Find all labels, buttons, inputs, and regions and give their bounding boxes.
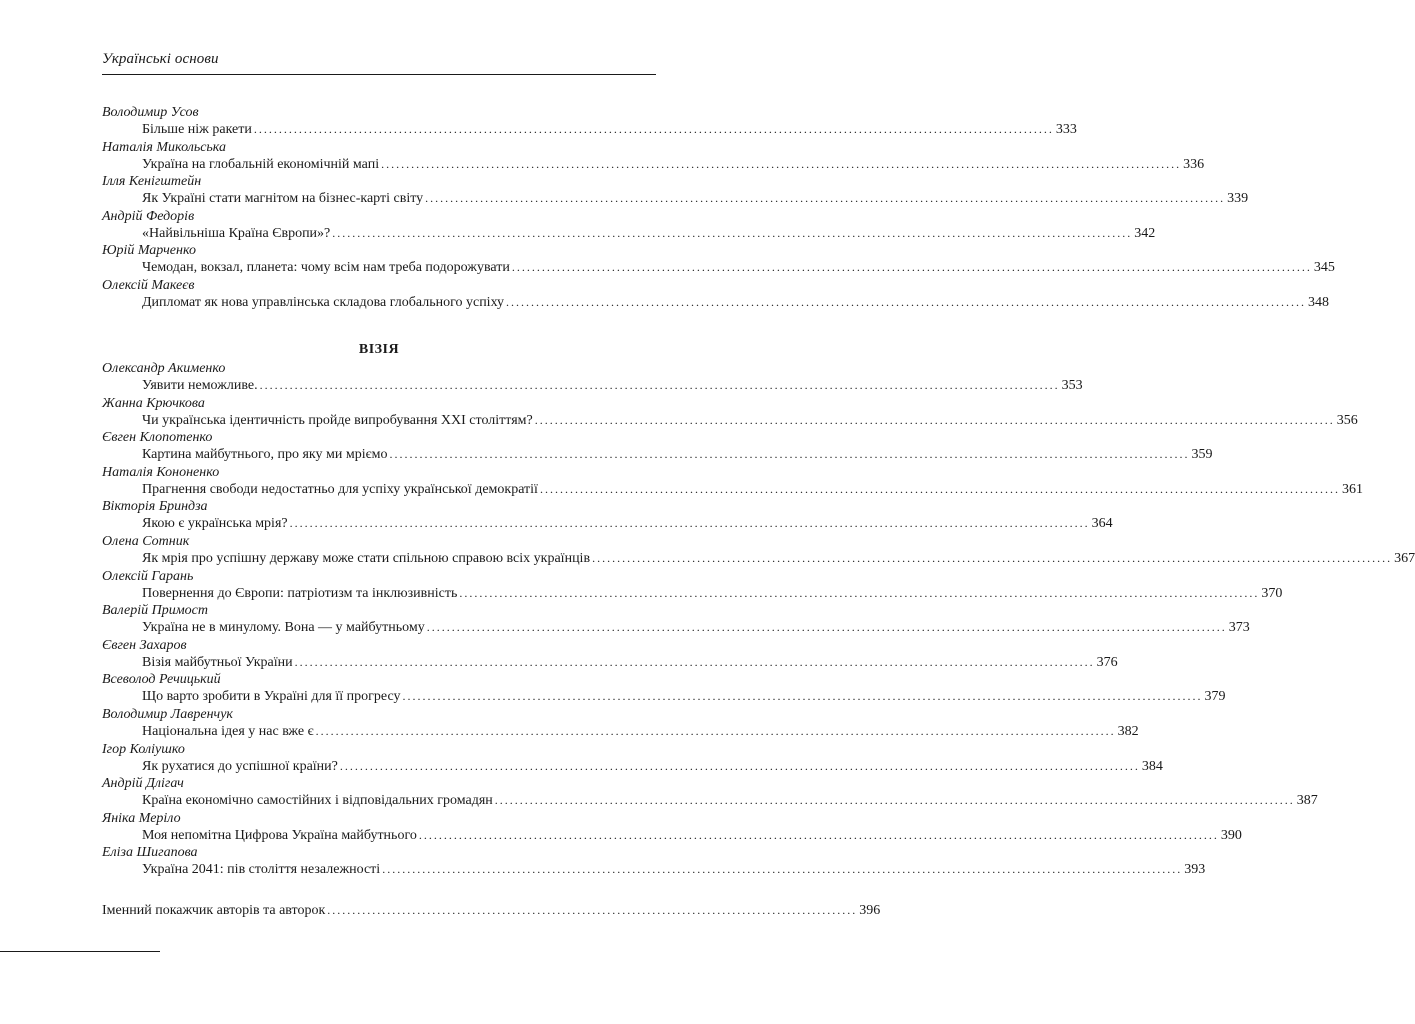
toc-index-entry[interactable] [102, 902, 881, 919]
toc-author: Євген Клопотенко [102, 430, 213, 446]
toc-author: Наталія Кононенко [102, 464, 220, 480]
header-rule [102, 74, 656, 75]
toc-entry-page: 333 [1055, 122, 1077, 137]
toc-author: Олександр Акименко [102, 361, 226, 376]
section-heading-vision: ВІЗІЯ [358, 342, 400, 357]
dot-leader: ................................................................................................................................................................ [294, 654, 1095, 669]
toc-entry-page: 390 [1220, 827, 1242, 843]
toc-entry[interactable] [102, 861, 1206, 879]
toc-entry-title: Чемодан, вокзал, планета: чому всім нам треба подорожувати [142, 260, 510, 276]
toc-entry-title: Повернення до Європи: патріотизм та інклюзивність [142, 585, 458, 601]
dot-leader: ................................................................................................................................................................ [425, 191, 1226, 206]
toc-entry-page: 348 [1308, 294, 1330, 310]
toc-author: Ілля Кенігштейн [102, 174, 202, 190]
toc-entry-page: 370 [1261, 585, 1283, 601]
toc-entry-title: Дипломат як нова управлінська складова глобального успіху [142, 294, 505, 310]
toc-entry[interactable] [102, 446, 1213, 464]
dot-leader: ................................................................................................................................................................ [511, 260, 1312, 275]
toc-entry-page: 382 [1117, 723, 1139, 739]
dot-leader: ................................................................................................................................................................ [253, 122, 1054, 136]
toc-entry-title: Чи українська ідентичність пройде випробування XXI століттям? [142, 412, 533, 428]
toc-entry[interactable] [102, 654, 1118, 672]
toc-entry[interactable] [102, 619, 1250, 637]
toc-entry-title: Країна економічно самостійних і відповідальних громадян [142, 793, 493, 809]
index-entry-title: Іменний покажчик авторів та авторок [102, 903, 326, 918]
toc-entry-page: 345 [1313, 260, 1335, 276]
toc-entry-title: Україна на глобальній економічній мапі [142, 156, 380, 172]
dot-leader: ................................................................................................................................................................ [418, 827, 1219, 842]
footnote-rule [0, 951, 160, 952]
dot-leader: ................................................................................................................................................................ [534, 412, 1335, 427]
toc-entry-title: Прагнення свободи недостатньо для успіху української демократії [142, 481, 538, 497]
toc-author: Наталія Микольська [102, 139, 226, 155]
toc-author: Володимир Усов [102, 105, 199, 120]
toc-entry[interactable] [102, 294, 1330, 312]
running-header-title: Українські основи [102, 51, 219, 67]
toc-entry[interactable] [102, 225, 1156, 243]
dot-leader: ................................................................................................................................................................ [494, 793, 1295, 808]
dot-leader: ................................................................................................................................................................ [592, 550, 1393, 565]
toc-entry[interactable] [102, 121, 1077, 139]
dot-leader: ................................................................................................................................................................ [506, 294, 1307, 309]
toc-entry-page: 364 [1091, 516, 1113, 532]
toc-entry[interactable] [102, 585, 1283, 603]
toc-author: Юрій Марченко [102, 243, 196, 259]
toc-entry-title: Що варто зробити в Україні для її прогресу [142, 689, 401, 705]
toc-section-2 [102, 360, 1415, 879]
toc-entry-title: Як мрія про успішну державу може стати спільною справою всіх українців [142, 550, 591, 566]
toc-entry-page: 353 [1061, 378, 1083, 393]
toc-author: Олексій Макеєв [102, 277, 195, 293]
toc-entry-page: 373 [1228, 620, 1250, 636]
dot-leader: ................................................................................................................................................................ [426, 620, 1227, 635]
toc-entry-title: «Найвільніша Країна Європи»? [142, 225, 331, 241]
toc-entry-title: Україна 2041: пів століття незалежності [142, 862, 381, 878]
dot-leader: ................................................................................................................................................................ [402, 689, 1203, 704]
toc-author: Андрій Длігач [102, 776, 184, 792]
toc-entry[interactable] [102, 190, 1249, 208]
toc-author: Валерій Примост [102, 603, 208, 619]
toc-entry-page: 367 [1394, 550, 1415, 566]
toc-entry[interactable] [102, 688, 1226, 706]
dot-leader: ................................................................................................................................................................ [332, 225, 1133, 240]
dot-leader: ................................................................................................................................................................ [259, 378, 1060, 392]
dot-leader: ................................................................................................................................................................ [459, 585, 1260, 600]
toc-entry-title: Національна ідея у нас вже є [142, 723, 314, 739]
toc-author: Олексій Гарань [102, 568, 194, 584]
toc-author: Андрій Федорів [102, 208, 195, 224]
toc-entry[interactable] [102, 515, 1113, 533]
toc-entry-page: 376 [1096, 654, 1118, 670]
toc-entry-title: Як Україні стати магнітом на бізнес-карті світу [142, 191, 424, 207]
toc-section-1 [102, 104, 1335, 312]
toc-entry[interactable] [102, 550, 1415, 568]
dot-leader: ................................................................................................................................................................ [539, 481, 1340, 496]
toc-entry[interactable] [102, 827, 1242, 845]
toc-author: Яніка Меріло [102, 810, 181, 826]
toc-entry-page: 336 [1183, 156, 1205, 172]
toc-entry[interactable] [102, 259, 1335, 277]
toc-entry-page: 393 [1184, 862, 1206, 878]
toc-entry[interactable] [102, 792, 1318, 810]
toc-entry-title: Візія майбутньої України [142, 654, 293, 670]
index-entry-page: 396 [859, 903, 881, 918]
dot-leader: ................................................................................................................................................................ [289, 516, 1090, 531]
toc-entry[interactable] [102, 156, 1205, 174]
toc-author: Еліза Шигапова [102, 845, 198, 861]
dot-leader: ................................................................................................................................................................ [382, 862, 1183, 877]
toc-entry-page: 359 [1191, 447, 1213, 463]
toc-entry-page: 384 [1141, 758, 1163, 774]
dot-leader: ................................................................................................................................................................ [389, 447, 1190, 462]
toc-entry-page: 342 [1134, 225, 1156, 241]
toc-entry[interactable] [102, 377, 1083, 395]
toc-entry[interactable] [102, 412, 1358, 430]
dot-leader: ................................................................................................................................................................ [381, 156, 1182, 171]
toc-entry-title: Як рухатися до успішної країни? [142, 758, 338, 774]
toc-entry-page: 339 [1227, 191, 1249, 207]
toc-author: Ігор Коліушко [102, 741, 185, 757]
toc-author: Євген Захаров [102, 637, 187, 653]
toc-entry-page: 361 [1341, 481, 1363, 497]
toc-author: Жанна Крючкова [102, 395, 205, 411]
toc-entry-page: 356 [1336, 412, 1358, 428]
toc-author: Всеволод Речицький [102, 672, 221, 688]
toc-entry-title: Україна не в минулому. Вона — у майбутньому [142, 620, 425, 636]
toc-entry-page: 379 [1204, 689, 1226, 705]
dot-leader: .......................................................................................................... [327, 903, 858, 917]
toc-entry-page: 387 [1296, 793, 1318, 809]
toc-entry-title: Моя непомітна Цифрова Україна майбутнього [142, 827, 417, 843]
toc-entry-title: Картина майбутнього, про яку ми мріємо [142, 447, 388, 463]
toc-author: Володимир Лавренчук [102, 706, 233, 722]
toc-entry-title: Більше ніж ракети [142, 122, 252, 137]
toc-author: Олена Сотник [102, 533, 190, 549]
toc-author: Вікторія Бриндза [102, 499, 208, 515]
toc-entry-title: Уявити неможливе. [142, 378, 258, 393]
toc-entry[interactable] [102, 481, 1363, 499]
toc-entry[interactable] [102, 758, 1163, 776]
toc-entry-title: Якою є українська мрія? [142, 516, 288, 532]
dot-leader: ................................................................................................................................................................ [339, 758, 1140, 773]
dot-leader: ................................................................................................................................................................ [315, 723, 1116, 738]
toc-entry[interactable] [102, 723, 1139, 741]
